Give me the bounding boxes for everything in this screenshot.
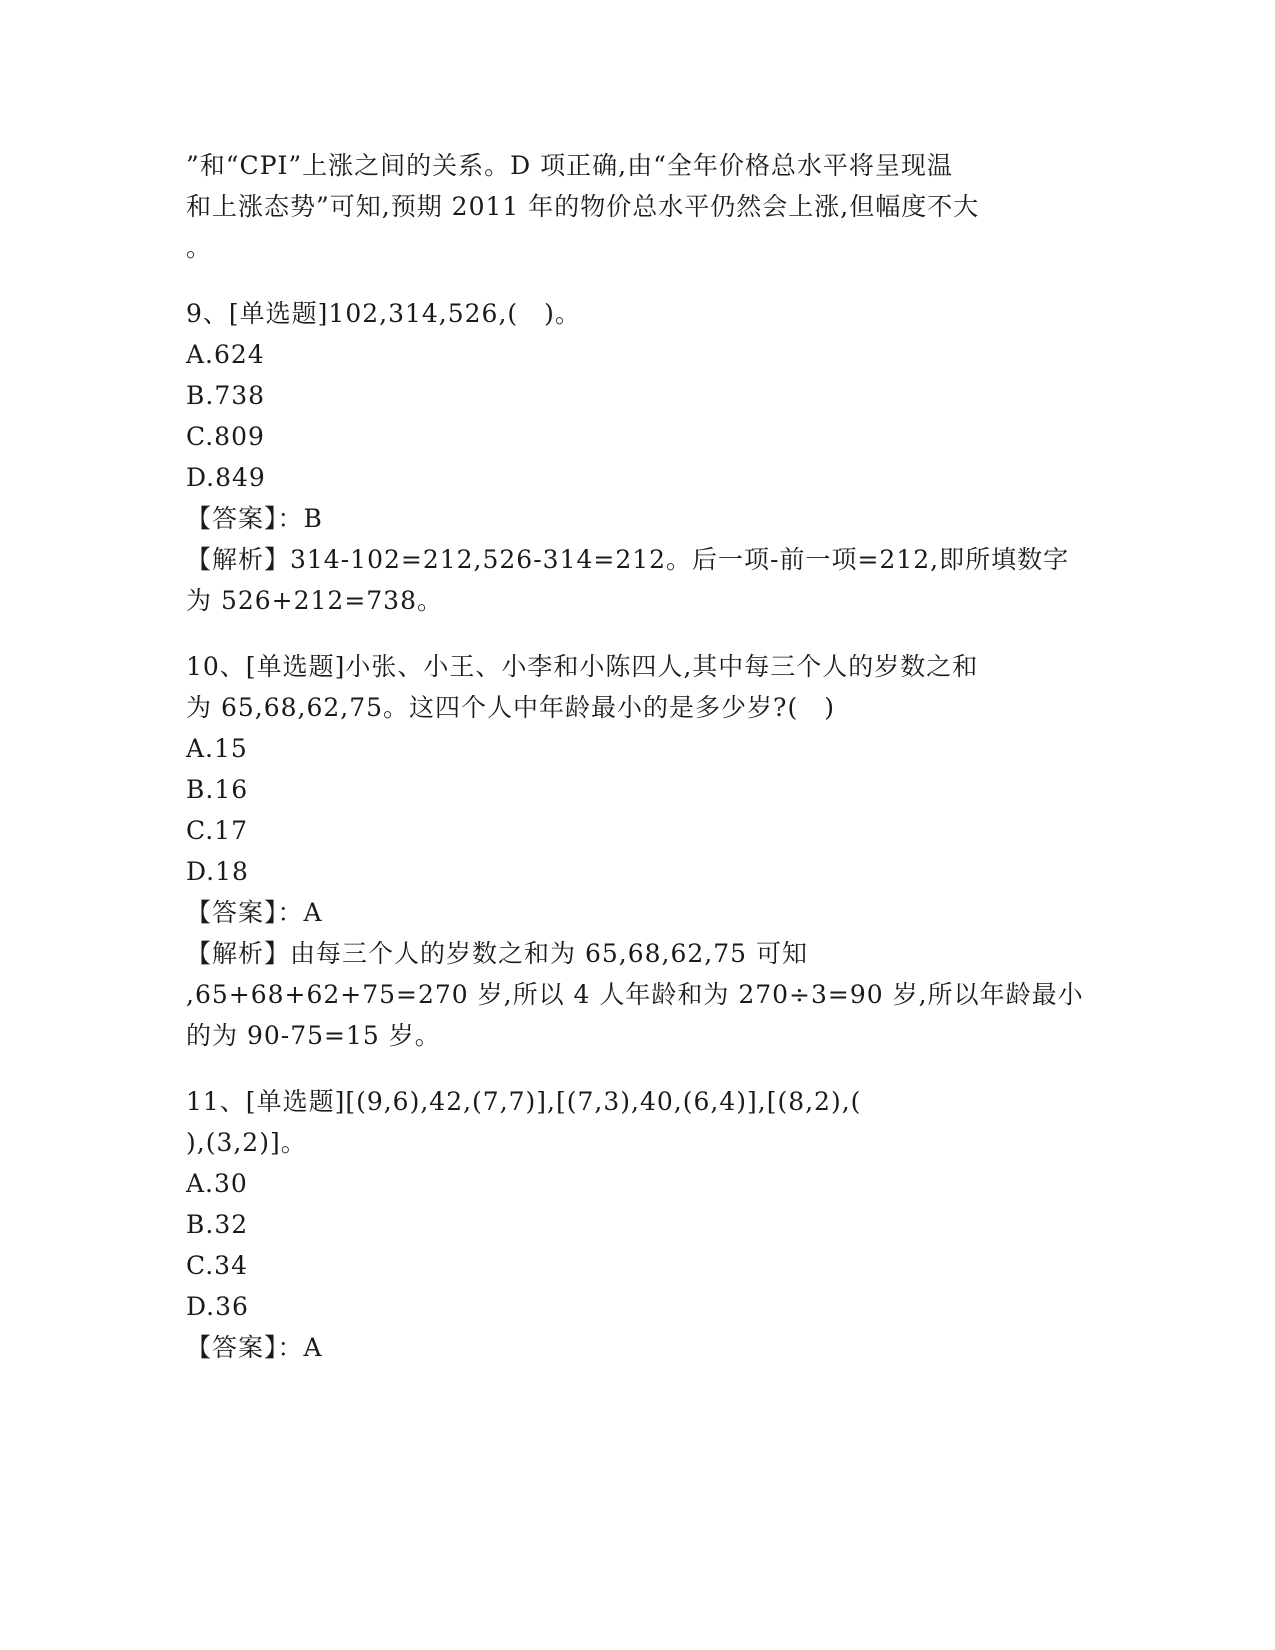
analysis-line: 【解析】由每三个人的岁数之和为 65,68,62,75 可知 bbox=[186, 939, 808, 968]
option-c: C.809 bbox=[186, 422, 265, 451]
analysis-line: 的为 90-75=15 岁。 bbox=[186, 1021, 441, 1050]
question-text: 10、[单选题]小张、小王、小李和小陈四人,其中每三个人的岁数之和 bbox=[186, 652, 979, 681]
option-c: C.17 bbox=[186, 816, 248, 845]
option-b: B.738 bbox=[186, 381, 266, 410]
option-a: A.15 bbox=[186, 734, 248, 763]
question-10 bbox=[186, 646, 1086, 1056]
option-c: C.34 bbox=[186, 1251, 248, 1280]
analysis-line: 为 526+212=738。 bbox=[186, 586, 443, 615]
question-text: 11、[单选题][(9,6),42,(7,7)],[(7,3),40,(6,4)],[(8,2),( bbox=[186, 1087, 862, 1116]
question-9 bbox=[186, 293, 1086, 621]
option-a: A.30 bbox=[186, 1169, 248, 1198]
document-page bbox=[186, 145, 1086, 1368]
option-b: B.16 bbox=[186, 775, 249, 804]
option-b: B.32 bbox=[186, 1210, 249, 1239]
text-line: 。 bbox=[186, 233, 213, 262]
analysis-line: ,65+68+62+75=270 岁,所以 4 人年龄和为 270÷3=90 岁,所以年龄最小 bbox=[186, 980, 1084, 1009]
analysis-line: 【解析】314-102=212,526-314=212。后一项-前一项=212,即所填数字 bbox=[186, 545, 1070, 574]
option-d: D.849 bbox=[186, 463, 266, 492]
answer-line: 【答案】：A bbox=[186, 1333, 323, 1362]
option-d: D.18 bbox=[186, 857, 249, 886]
option-d: D.36 bbox=[186, 1292, 249, 1321]
text-line: ”和“CPI”上涨之间的关系。D 项正确,由“全年价格总水平将呈现温 bbox=[186, 151, 953, 180]
question-text: 9、[单选题]102,314,526,( )。 bbox=[186, 299, 581, 328]
continuation-paragraph bbox=[186, 145, 1086, 268]
answer-line: 【答案】：B bbox=[186, 504, 323, 533]
question-text: 为 65,68,62,75。这四个人中年龄最小的是多少岁?( ) bbox=[186, 693, 835, 722]
answer-line: 【答案】：A bbox=[186, 898, 323, 927]
question-text: ),(3,2)]。 bbox=[186, 1128, 307, 1157]
question-11 bbox=[186, 1081, 1086, 1368]
text-line: 和上涨态势”可知,预期 2011 年的物价总水平仍然会上涨,但幅度不大 bbox=[186, 192, 980, 221]
option-a: A.624 bbox=[186, 340, 265, 369]
